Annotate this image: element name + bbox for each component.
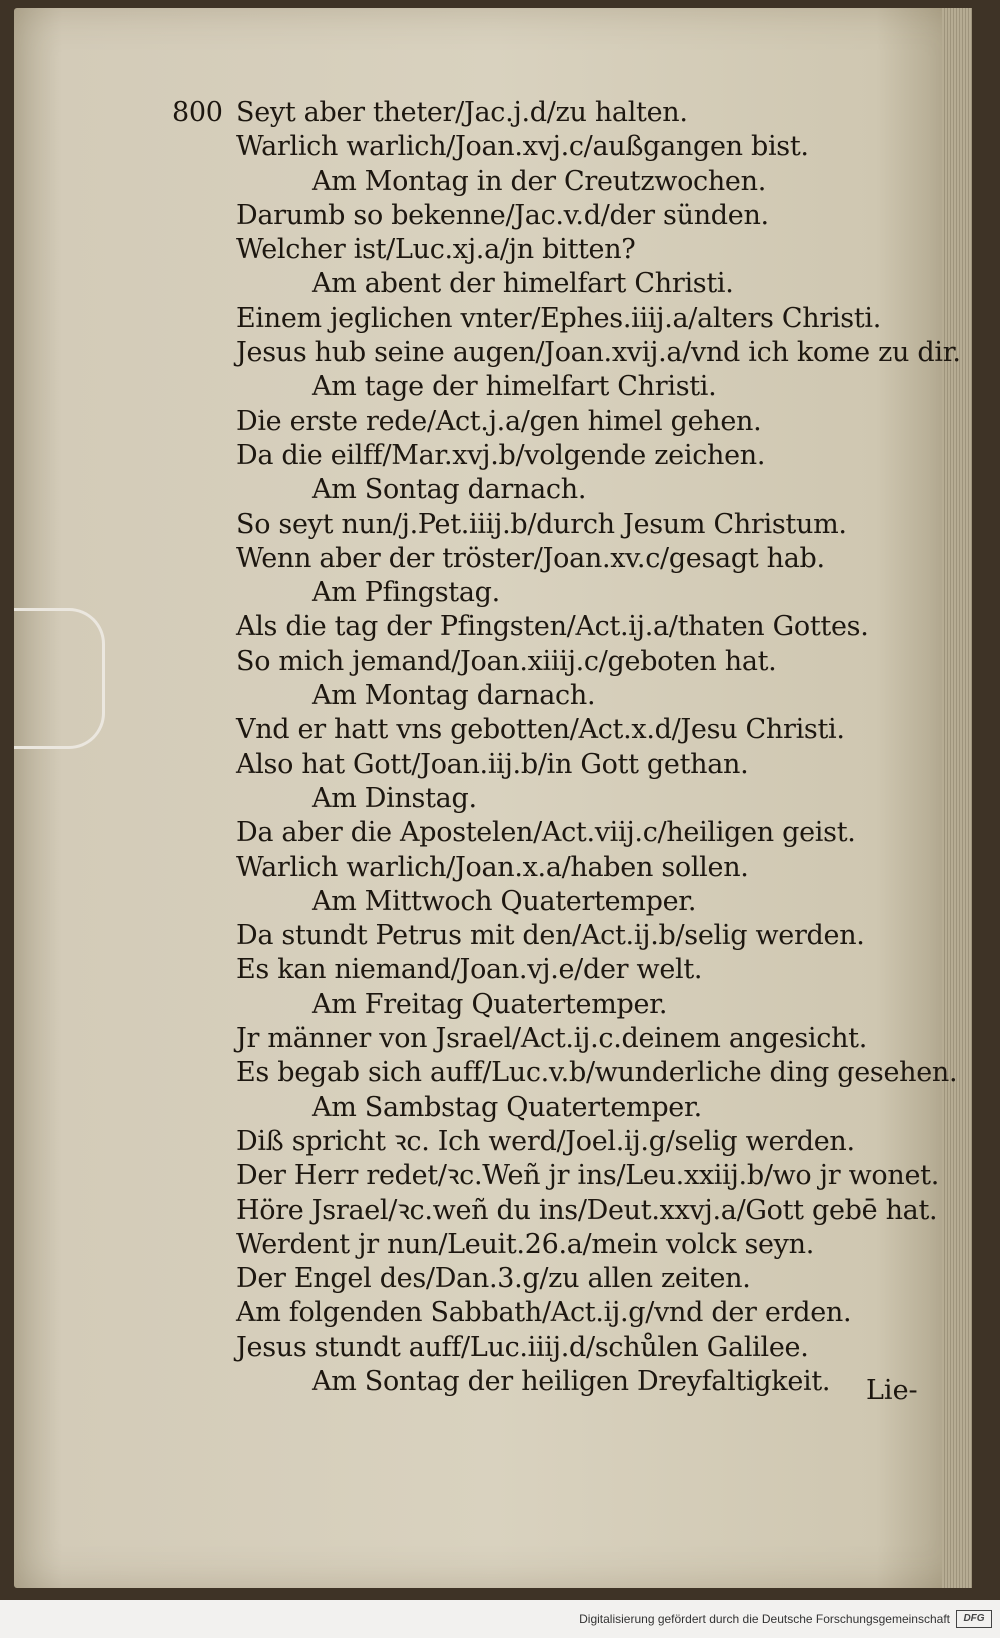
footer-text: Digitalisierung gefördert durch die Deutsche Forschungsgemeinschaft: [579, 1612, 950, 1626]
heading-line: Am abent der himelfart Christi.: [312, 268, 734, 300]
text-line: Der Engel des/Dan.3.g/zu allen zeiten.: [236, 1263, 751, 1295]
text-line: Da aber die Apostelen/Act.viij.c/heiligen geist.: [236, 817, 856, 849]
text-line: Es begab sich auff/Luc.v.b/wunderliche ding gesehen.: [236, 1057, 958, 1089]
text-line: Diß spricht ꝛc. Ich werd/Joel.ij.g/selig werden.: [236, 1125, 855, 1157]
text-line: Einem jeglichen vnter/Ephes.iiij.a/alters Christi.: [236, 302, 882, 334]
text-line: Vnd er hatt vns gebotten/Act.x.d/Jesu Christi.: [236, 714, 845, 746]
text-line: So seyt nun/j.Pet.iiij.b/durch Jesum Christum.: [236, 508, 847, 540]
text-line: Es kan niemand/Joan.vj.e/der welt.: [236, 954, 703, 986]
text-line: Höre Jsrael/ꝛc.weñ du ins/Deut.xxvj.a/Gott gebē hat.: [236, 1194, 938, 1226]
page-number: 800: [172, 97, 223, 128]
text-line: Jr männer von Jsrael/Act.ij.c.deinem angesicht.: [236, 1023, 868, 1055]
heading-line: Am tage der himelfart Christi.: [312, 371, 717, 403]
heading-line: Am Montag darnach.: [312, 680, 596, 712]
text-line: Also hat Gott/Joan.iij.b/in Gott gethan.: [236, 748, 749, 780]
paper-clip: [14, 608, 105, 749]
text-line: Wenn aber der tröster/Joan.xv.c/gesagt hab.: [236, 542, 825, 574]
text-line: Die erste rede/Act.j.a/gen himel gehen.: [236, 405, 762, 437]
first-line: [172, 96, 932, 130]
text-line: Warlich warlich/Joan.x.a/haben sollen.: [236, 851, 749, 883]
text-block: [172, 96, 961, 1399]
text-line: Werdent jr nun/Leuit.26.a/mein volck seyn.: [236, 1228, 814, 1260]
text-line: Warlich warlich/Joan.xvj.c/außgangen bist.: [236, 131, 809, 163]
text-line: Welcher ist/Luc.xj.a/jn bitten?: [236, 234, 636, 266]
text-line: So mich jemand/Joan.xiiij.c/geboten hat.: [236, 645, 777, 677]
text-line: Darumb so bekenne/Jac.v.d/der sünden.: [236, 199, 769, 231]
heading-line: Am Freitag Quatertemper.: [312, 988, 668, 1020]
text-line: Da die eilff/Mar.xvj.b/volgende zeichen.: [236, 439, 766, 471]
dfg-logo: DFG: [956, 1610, 992, 1628]
text-line: Am folgenden Sabbath/Act.ij.g/vnd der erden.: [236, 1297, 852, 1329]
heading-line: Am Sontag darnach.: [312, 474, 587, 506]
heading-line: Am Montag in der Creutzwochen.: [312, 165, 766, 197]
heading-line: Am Dinstag.: [312, 782, 477, 814]
page-edge: [942, 8, 972, 1588]
catchword: Lie-: [866, 1375, 918, 1406]
lines-container: [172, 130, 961, 1399]
text-line: Da stundt Petrus mit den/Act.ij.b/selig werden.: [236, 920, 865, 952]
text-line: Jesus hub seine augen/Joan.xvij.a/vnd ich kome zu dir.: [236, 337, 961, 369]
first-line-text: Seyt aber theter/Jac.j.d/zu halten.: [236, 97, 688, 128]
heading-line: Am Sambstag Quatertemper.: [312, 1091, 702, 1123]
text-line: Jesus stundt auff/Luc.iiij.d/schůlen Galilee.: [236, 1331, 809, 1363]
heading-line: Am Mittwoch Quatertemper.: [312, 885, 697, 917]
heading-line: Am Sontag der heiligen Dreyfaltigkeit.: [312, 1365, 831, 1397]
footer: [0, 1600, 1000, 1638]
text-line: Als die tag der Pfingsten/Act.ij.a/thaten Gottes.: [236, 611, 869, 643]
heading-line: Am Pfingstag.: [312, 577, 500, 609]
text-line: Der Herr redet/ꝛc.Weñ jr ins/Leu.xxiij.b/wo jr wonet.: [236, 1160, 939, 1192]
